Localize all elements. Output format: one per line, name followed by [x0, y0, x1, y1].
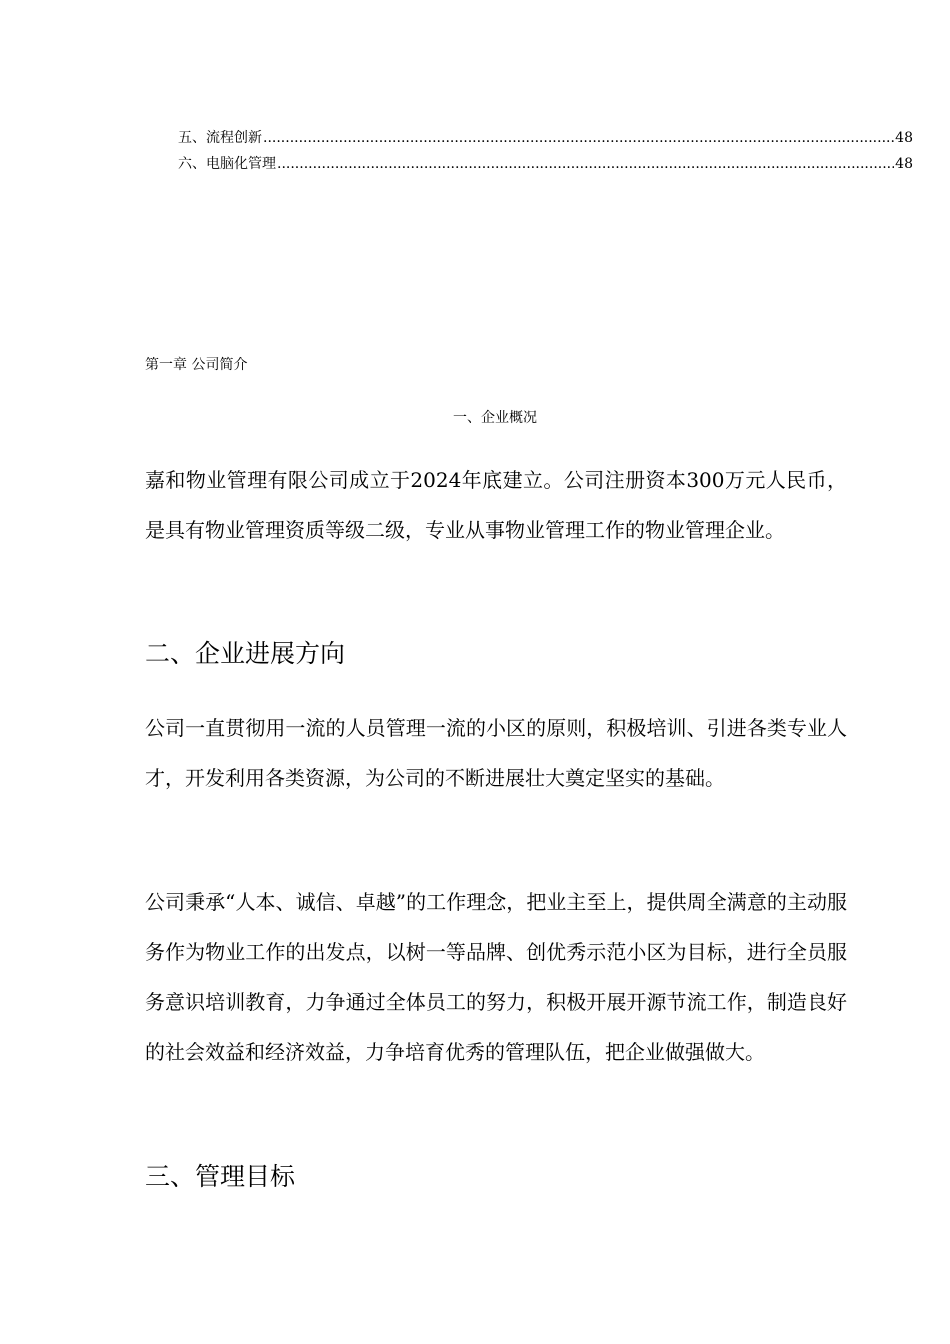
toc-entry[interactable]	[178, 155, 913, 173]
toc-leader-dots	[263, 129, 894, 147]
section-heading-goals: 三、管理目标	[145, 1162, 296, 1191]
direction-paragraph-1: 公司一直贯彻用一流的人员管理一流的小区的原则，积极培训、引进各类专业人才，开发利用各类资源，为公司的不断进展壮大奠定坚实的基础。	[145, 716, 847, 790]
direction-paragraph-2: 公司秉承“人本、诚信、卓越”的工作理念，把业主至上，提供周全满意的主动服务作为物业工作的出发点，以树一等品牌、创优秀示范小区为目标，进行全员服务意识培训教育，力争通过全体员工的努力，积极开展开源节流工作，制造良好的社会效益和经济效益，力争培育优秀的管理队伍，把企业做强做大。	[145, 890, 847, 1064]
section-heading-direction: 二、企业进展方向	[145, 639, 346, 668]
overview-paragraph: 嘉和物业管理有限公司成立于2024年底建立。公司注册资本300万元人民币，是具有物业管理资质等级二级，专业从事物业管理工作的物业管理企业。	[145, 468, 847, 542]
chapter-title: 第一章 公司简介	[145, 357, 248, 373]
toc-entry-label: 五、流程创新	[178, 130, 262, 146]
toc-leader-dots	[277, 155, 894, 173]
toc-entry[interactable]	[178, 129, 913, 147]
section-title-overview: 一、企业概况	[453, 410, 537, 426]
toc-entry-page: 48	[895, 156, 913, 172]
toc-entry-label: 六、电脑化管理	[178, 156, 276, 172]
toc-entry-page: 48	[895, 130, 913, 146]
